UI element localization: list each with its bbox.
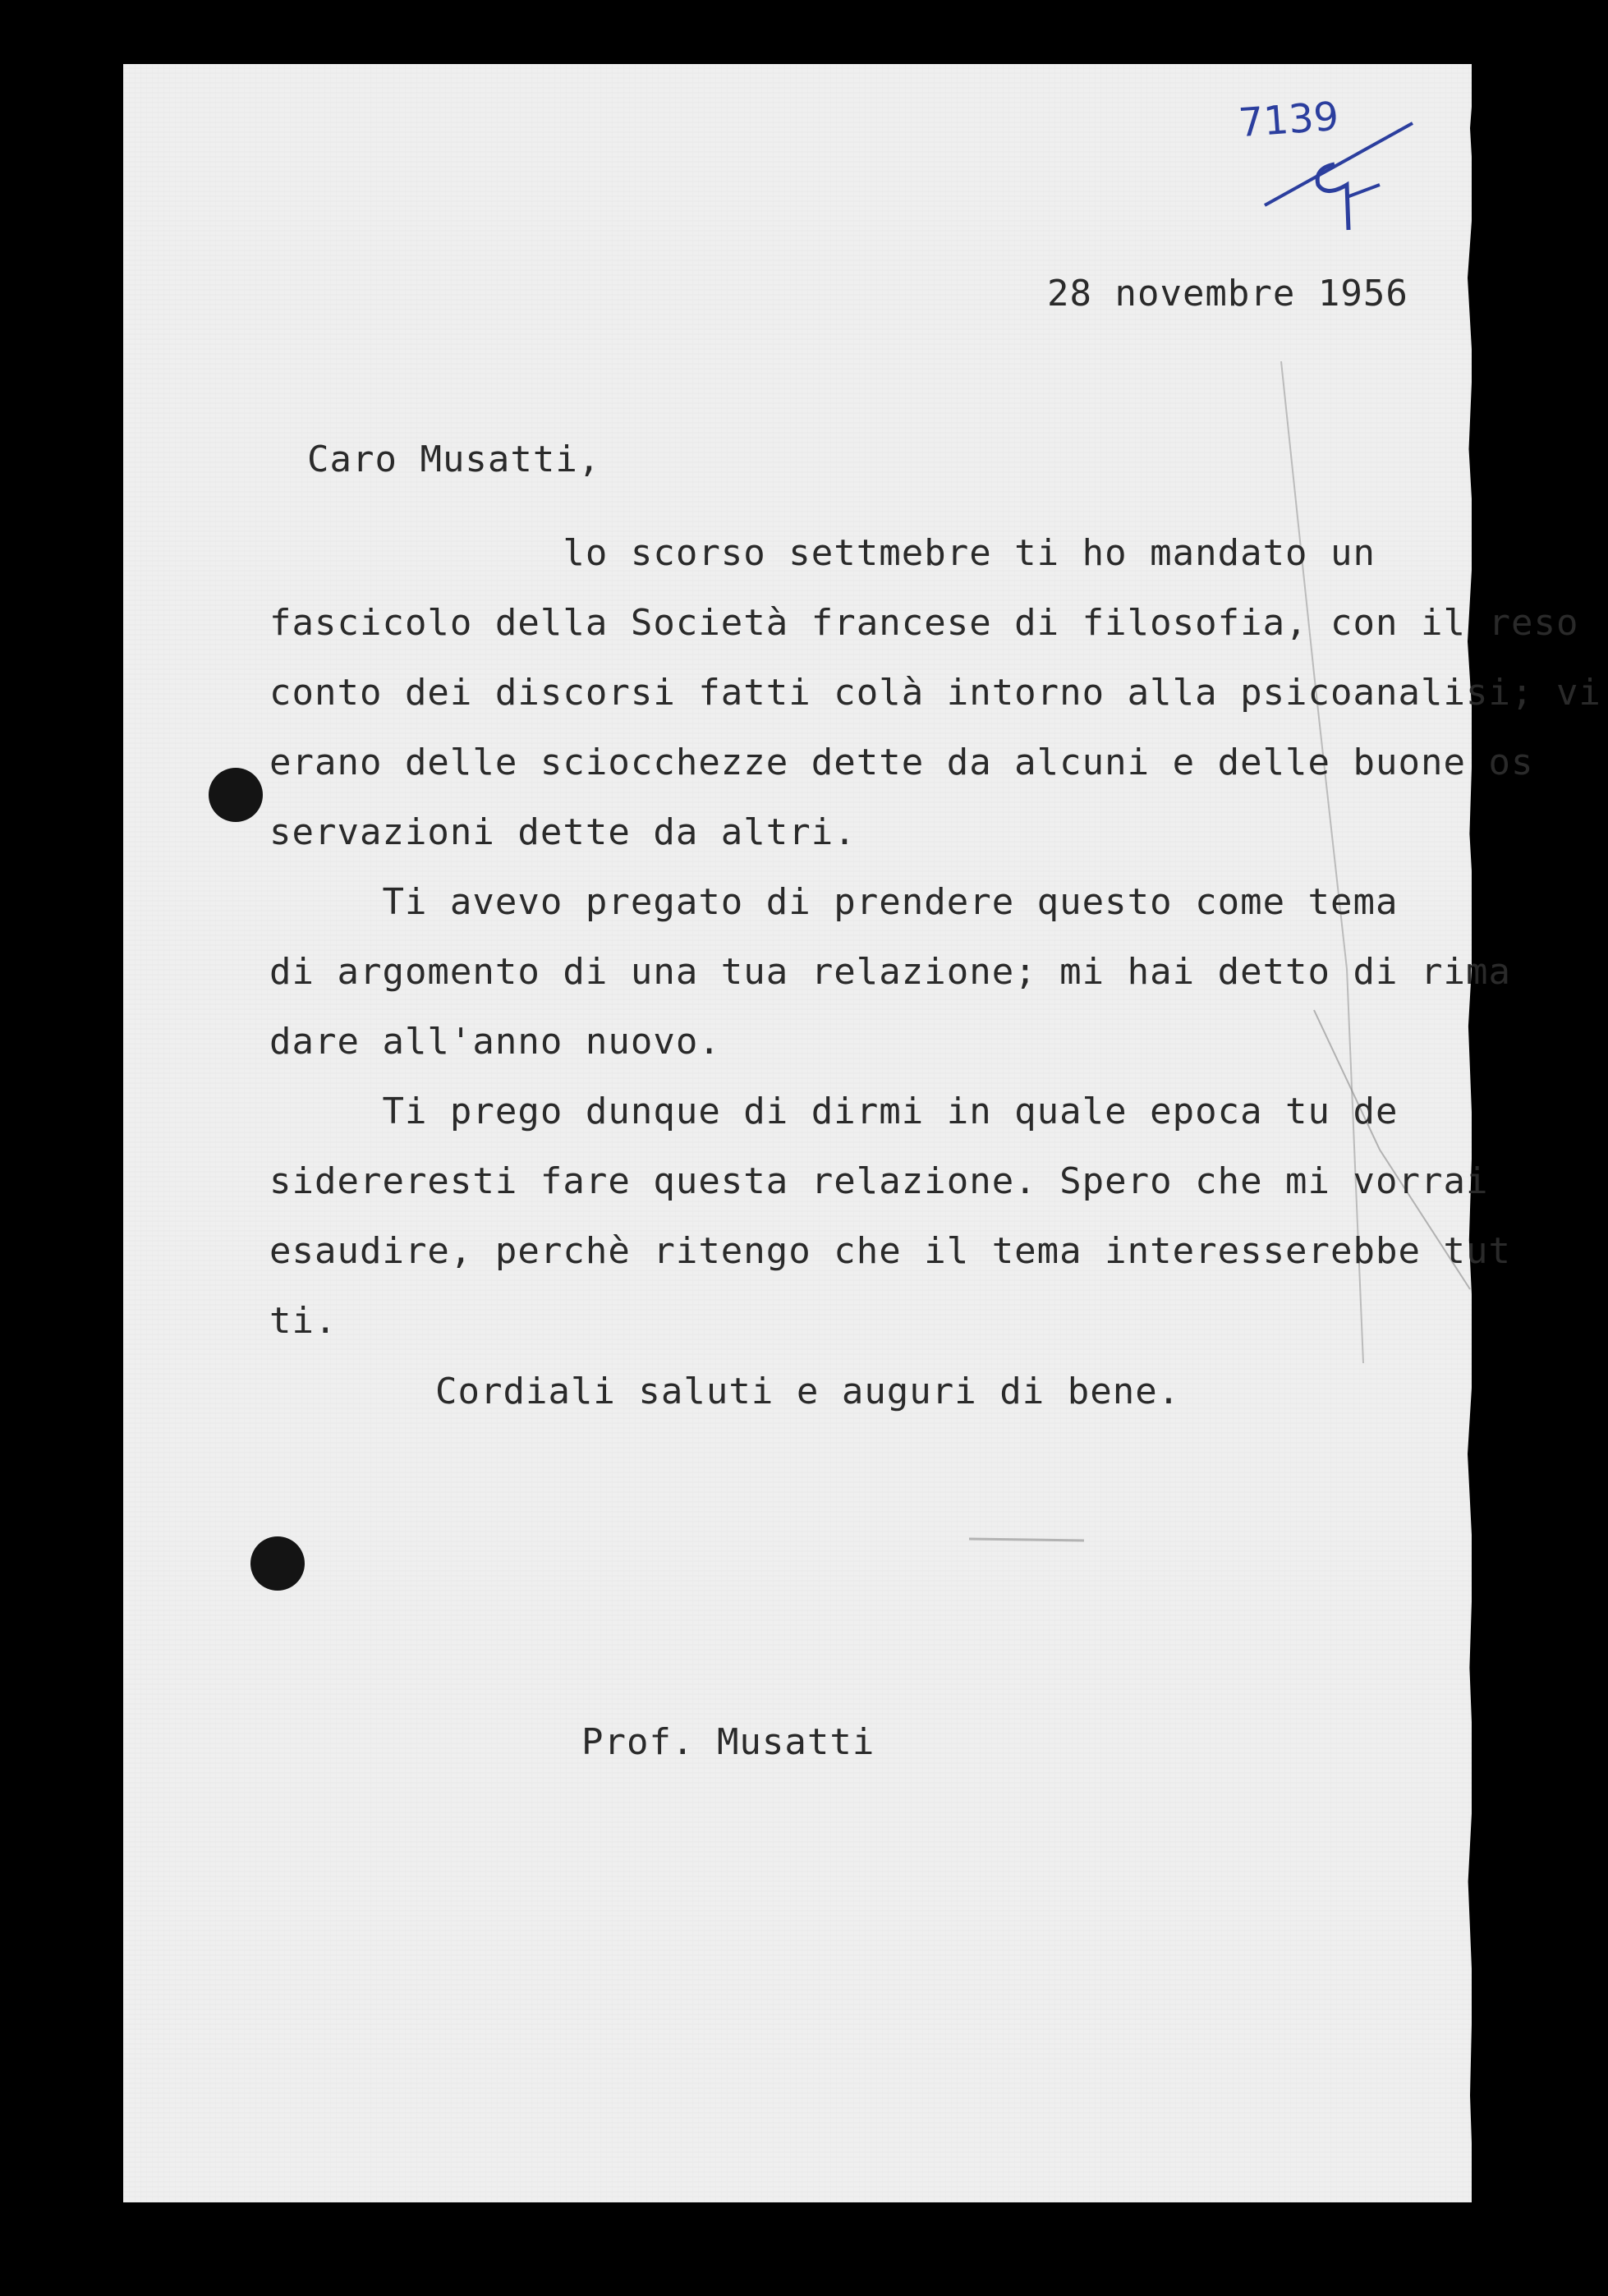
archive-pen-mark: [1257, 107, 1421, 246]
paper-sheet: [123, 64, 1472, 2202]
body-line: esaudire, perchè ritengo che il tema interesserebbe tut: [269, 1230, 1511, 1272]
body-line: Ti prego dunque di dirmi in quale epoca tu de: [269, 1091, 1399, 1132]
punch-hole: [250, 1536, 305, 1591]
body-line: fascicolo della Società francese di filosofia, con il reso: [269, 602, 1579, 644]
punch-hole: [209, 768, 263, 822]
body-line: erano delle sciocchezze dette da alcuni e delle buone os: [269, 742, 1534, 783]
recipient-name: Prof. Musatti: [581, 1721, 875, 1763]
body-line: Ti avevo pregato di prendere questo come tema: [269, 881, 1399, 923]
letter-date: 28 novembre 1956: [1047, 273, 1408, 315]
body-line: dare all'anno nuovo.: [269, 1021, 721, 1063]
body-line: ti.: [269, 1300, 338, 1342]
body-line: sidereresti fare questa relazione. Spero che mi vorrai: [269, 1160, 1489, 1202]
body-line: conto dei discorsi fatti colà intorno alla psicoanalisi; vi: [269, 672, 1601, 714]
closing: Cordiali saluti e auguri di bene.: [435, 1371, 1181, 1412]
body-line: lo scorso settmebre ti ho mandato un: [269, 532, 1376, 574]
body-line: servazioni dette da altri.: [269, 811, 857, 853]
archive-number: 7139: [1237, 93, 1340, 147]
body-line: di argomento di una tua relazione; mi hai detto di rima: [269, 951, 1511, 993]
salutation: Caro Musatti,: [307, 439, 601, 480]
